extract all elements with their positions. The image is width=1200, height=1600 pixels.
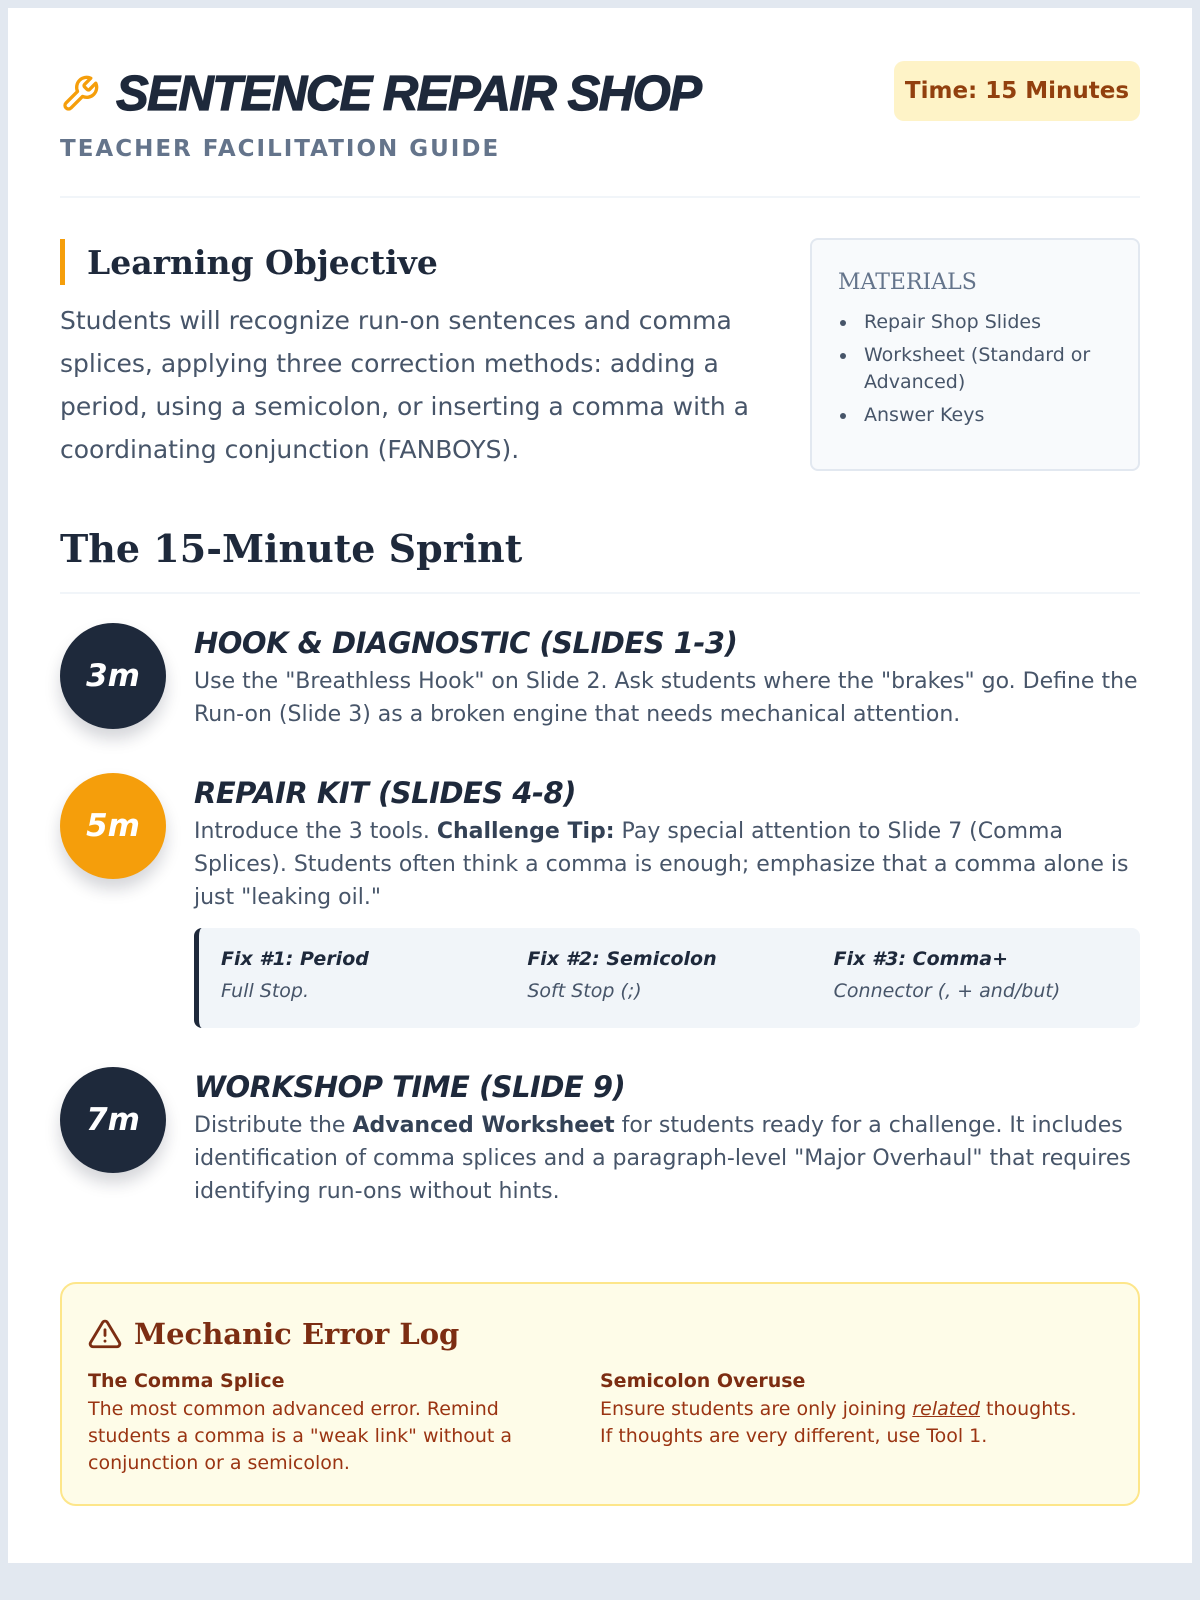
alert-triangle-icon <box>88 1317 122 1351</box>
title-row <box>60 66 700 122</box>
error-title: The Comma Splice <box>88 1370 285 1392</box>
header <box>60 8 1140 198</box>
objective-title: Learning Objective <box>87 242 438 282</box>
step-text-part: for students ready for a challenge. It includes identification of comma splices and a paragraph-level "Major Overhaul" that requires identifying run-ons without hints. <box>194 1113 1131 1204</box>
fix-desc: Soft Stop (;) <box>527 980 642 1002</box>
step-text-part: Pay special attention to Slide 7 (Comma Splices). Students often think a comma is enough; emphasize that a comma alone is just "leaking oil." <box>194 819 1129 910</box>
step-text-part: Distribute the <box>194 1113 353 1138</box>
error-comma-splice <box>88 1370 600 1477</box>
learning-objective <box>60 239 760 471</box>
materials-item: Repair Shop Slides <box>838 309 1112 336</box>
error-text: The most common advanced error. Remind students a comma is a "weak link" without a conjunction or a semicolon. <box>88 1398 513 1474</box>
materials-list <box>838 309 1112 429</box>
step-text <box>194 815 1140 914</box>
objective-heading <box>60 239 760 285</box>
error-semicolon-overuse <box>600 1370 1112 1477</box>
error-text-part: Ensure students are only joining <box>600 1398 913 1420</box>
fix-semicolon <box>527 948 833 1028</box>
page-subtitle: TEACHER FACILITATION GUIDE <box>60 136 501 162</box>
step-time-badge: 3m <box>60 623 166 729</box>
advanced-worksheet-label: Advanced Worksheet <box>352 1113 615 1138</box>
step-title: HOOK & DIAGNOSTIC (SLIDES 1-3) <box>194 626 738 660</box>
step-title: REPAIR KIT (SLIDES 4-8) <box>194 776 576 810</box>
materials-title: MATERIALS <box>838 270 977 295</box>
error-text <box>600 1396 1112 1450</box>
step-text <box>194 1109 1140 1208</box>
related-emphasis: related <box>912 1398 980 1420</box>
step-time-badge: 5m <box>60 773 166 879</box>
mechanic-error-log <box>60 1282 1140 1506</box>
fix-comma-plus <box>834 948 1140 1028</box>
fix-desc: Full Stop. <box>221 980 310 1002</box>
fix-label: Fix #2: Semicolon <box>527 948 717 970</box>
guide-content <box>60 8 1140 1474</box>
sprint-title: The 15-Minute Sprint <box>60 526 523 571</box>
step-text-part: Introduce the 3 tools. <box>194 819 437 844</box>
step-body <box>194 623 1140 731</box>
error-log-title: Mechanic Error Log <box>134 1317 460 1351</box>
step-text: Use the "Breathless Hook" on Slide 2. Ask students where the "brakes" go. Define the Run-on (Slide 3) as a broken engine that needs mechanical attention. <box>194 669 1138 727</box>
step-body <box>194 773 1140 1028</box>
fixes-panel <box>194 928 1140 1028</box>
materials-item: Worksheet (Standard or Advanced) <box>838 342 1112 396</box>
time-badge: Time: 15 Minutes <box>894 61 1140 121</box>
error-text-part: thoughts. If thoughts are very different, use Tool 1. <box>600 1398 1077 1447</box>
step-title: WORKSHOP TIME (SLIDE 9) <box>194 1070 626 1104</box>
step-body <box>194 1067 1140 1208</box>
objective-text: Students will recognize run-on sentences and comma splices, applying three correction methods: adding a period, using a semicolon, or inserting a comma with a coordinating conjunction (FANBOYS). <box>60 306 749 464</box>
step-time-badge: 7m <box>60 1067 166 1173</box>
fix-label: Fix #3: Comma+ <box>833 948 1009 970</box>
page-title: SENTENCE REPAIR SHOP <box>116 67 701 121</box>
fix-desc: Connector (, + and/but) <box>833 980 1061 1002</box>
guide-page <box>8 8 1192 1563</box>
wrench-icon <box>60 74 100 114</box>
sprint-heading <box>60 526 1140 594</box>
error-log-columns <box>88 1370 1112 1477</box>
error-title: Semicolon Overuse <box>600 1370 806 1392</box>
materials-item: Answer Keys <box>838 402 1112 429</box>
challenge-tip-label: Challenge Tip: <box>436 819 615 844</box>
fix-period <box>221 948 527 1028</box>
fix-label: Fix #1: Period <box>221 948 369 970</box>
materials-box <box>810 238 1140 471</box>
error-log-heading <box>88 1314 1112 1354</box>
